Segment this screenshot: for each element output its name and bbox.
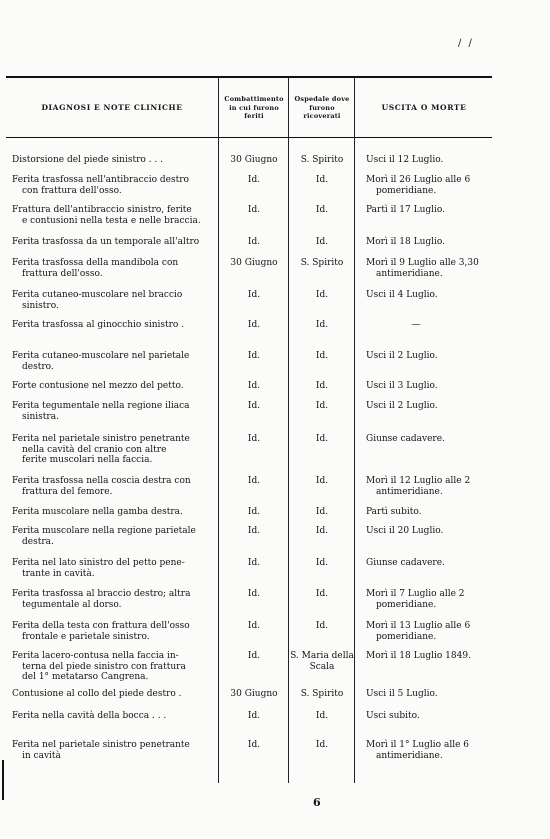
hospital-cell: Id. bbox=[315, 621, 329, 631]
outcome-line: antimeridiane. bbox=[376, 268, 443, 279]
battle-date-cell: 30 Giugno bbox=[230, 155, 278, 165]
battle-date-cell: Id. bbox=[247, 434, 261, 444]
outcome-line: Usci il 20 Luglio. bbox=[366, 526, 444, 536]
outcome-cell bbox=[366, 476, 494, 497]
battle-date-cell: Id. bbox=[247, 401, 261, 411]
diagnosis-line: ferite muscolari nella faccia. bbox=[22, 455, 153, 465]
diagnosis-line: Ferita trasfossa al ginocchio sinistro . bbox=[12, 320, 185, 330]
diagnosis-line: destro. bbox=[22, 361, 54, 372]
diagnosis-line: Ferita trasfossa da un temporale all'altro bbox=[12, 237, 200, 247]
diagnosis-cell bbox=[12, 434, 215, 466]
hospital-cell: Id. bbox=[315, 290, 329, 300]
margin-mark bbox=[2, 760, 10, 800]
outcome-cell bbox=[366, 558, 494, 569]
diagnosis-cell bbox=[12, 558, 215, 579]
diagnosis-line: destra. bbox=[22, 536, 54, 547]
header-diagnosis: DIAGNOSI E NOTE CLINICHE bbox=[41, 102, 183, 112]
outcome-cell bbox=[366, 351, 494, 362]
diagnosis-line: frattura del femore. bbox=[22, 486, 113, 497]
diagnosis-line: Ferita trasfossa nella coscia destra con bbox=[12, 476, 191, 486]
hospital-cell: S. Spirito bbox=[300, 155, 344, 165]
diagnosis-cell bbox=[12, 205, 215, 226]
column-divider bbox=[288, 78, 289, 783]
diagnosis-cell bbox=[12, 689, 215, 700]
outcome-line: Morì il 26 Luglio alle 6 bbox=[366, 175, 471, 185]
outcome-cell bbox=[366, 589, 494, 610]
diagnosis-line: Ferita trasfossa al braccio destro; altra bbox=[12, 589, 191, 599]
diagnosis-cell bbox=[12, 621, 215, 642]
diagnosis-line: Ferita muscolare nella gamba destra. bbox=[12, 507, 183, 517]
diagnosis-line: Forte contusione nel mezzo del petto. bbox=[12, 381, 184, 391]
outcome-line: Usci subito. bbox=[366, 711, 420, 721]
outcome-line: antimeridiane. bbox=[376, 750, 443, 761]
diagnosis-line: Distorsione del piede sinistro . . . bbox=[12, 155, 163, 165]
hospital-cell: Id. bbox=[315, 351, 329, 361]
hospital-cell: Id. bbox=[315, 381, 329, 391]
hospital-cell: Id. bbox=[315, 507, 329, 517]
diagnosis-line: Ferita nel lato sinistro del petto pene- bbox=[12, 558, 185, 568]
outcome-cell bbox=[366, 381, 494, 392]
outcome-cell bbox=[366, 205, 494, 216]
diagnosis-line: del 1° metatarso Cangrena. bbox=[22, 672, 149, 682]
diagnosis-cell bbox=[12, 651, 215, 683]
diagnosis-line: Ferita nel parietale sinistro penetrante bbox=[12, 434, 190, 444]
outcome-cell bbox=[366, 651, 494, 662]
header-hospital: Ospedale dove furono ricoverati bbox=[294, 95, 350, 121]
outcome-cell bbox=[366, 155, 494, 166]
diagnosis-line: Ferita nel parietale sinistro penetrante bbox=[12, 740, 190, 750]
outcome-line: Morì il 9 Luglio alle 3,30 bbox=[366, 258, 479, 268]
hospital-cell: S. Spirito bbox=[300, 258, 344, 268]
outcome-cell bbox=[366, 258, 494, 279]
diagnosis-line: Ferita lacero-contusa nella faccia in- bbox=[12, 651, 179, 661]
outcome-line: Morì il 12 Luglio alle 2 bbox=[366, 476, 471, 486]
battle-date-cell: Id. bbox=[247, 507, 261, 517]
outcome-line: Morì il 13 Luglio alle 6 bbox=[366, 621, 471, 631]
outcome-line: pomeridiane. bbox=[376, 631, 437, 642]
outcome-cell bbox=[366, 740, 494, 761]
diagnosis-line: terna del piede sinistro con frattura bbox=[22, 661, 186, 672]
diagnosis-line: Ferita cutaneo-muscolare nel parietale bbox=[12, 351, 190, 361]
outcome-cell bbox=[366, 526, 494, 537]
outcome-cell bbox=[366, 290, 494, 301]
diagnosis-line: Ferita trasfossa nell'antibraccio destro bbox=[12, 175, 189, 185]
battle-date-cell: Id. bbox=[247, 237, 261, 247]
diagnosis-line: in cavità bbox=[22, 750, 61, 761]
outcome-line: Partì subito. bbox=[366, 507, 422, 517]
hospital-cell: Id. bbox=[315, 740, 329, 750]
diagnosis-cell bbox=[12, 175, 215, 196]
outcome-line: Morì il 7 Luglio alle 2 bbox=[366, 589, 465, 599]
diagnosis-cell bbox=[12, 381, 215, 392]
hospital-cell: Id. bbox=[315, 401, 329, 411]
outcome-line: Usci il 2 Luglio. bbox=[366, 401, 438, 411]
outcome-line: Morì il 18 Luglio 1849. bbox=[366, 651, 471, 661]
column-divider bbox=[354, 78, 355, 783]
header-rule bbox=[6, 137, 492, 138]
outcome-cell bbox=[366, 401, 494, 412]
hospital-cell: Id. bbox=[315, 320, 329, 330]
outcome-cell bbox=[366, 507, 494, 518]
diagnosis-cell bbox=[12, 320, 215, 331]
diagnosis-line: Ferita nella cavità della bocca . . . bbox=[12, 711, 167, 721]
outcome-line: Morì il 1° Luglio alle 6 bbox=[366, 740, 469, 750]
hospital-cell: Id. bbox=[315, 558, 329, 568]
hospital-cell: S. Maria della Scala bbox=[290, 651, 354, 672]
battle-date-cell: Id. bbox=[247, 205, 261, 215]
hospital-cell: Id. bbox=[315, 526, 329, 536]
diagnosis-line: trante in cavità. bbox=[22, 568, 95, 579]
diagnosis-line: Frattura dell'antibraccio sinistro, ferite bbox=[12, 205, 192, 215]
battle-date-cell: Id. bbox=[247, 290, 261, 300]
battle-date-cell: Id. bbox=[247, 589, 261, 599]
outcome-line: Partì il 17 Luglio. bbox=[366, 205, 446, 215]
outcome-line: Giunse cadavere. bbox=[366, 434, 445, 444]
outcome-line: Usci il 3 Luglio. bbox=[366, 381, 438, 391]
diagnosis-line: Ferita della testa con frattura dell'osso bbox=[12, 621, 190, 631]
outcome-cell bbox=[366, 175, 494, 196]
diagnosis-cell bbox=[12, 476, 215, 497]
outcome-line: Usci il 2 Luglio. bbox=[366, 351, 438, 361]
diagnosis-cell bbox=[12, 526, 215, 547]
diagnosis-cell bbox=[12, 740, 215, 761]
battle-date-cell: Id. bbox=[247, 381, 261, 391]
outcome-cell bbox=[366, 434, 494, 445]
diagnosis-cell bbox=[12, 351, 215, 372]
diagnosis-cell bbox=[12, 290, 215, 311]
top-rule bbox=[6, 76, 492, 78]
diagnosis-line: Ferita tegumentale nella regione iliaca bbox=[12, 401, 190, 411]
outcome-line: antimeridiane. bbox=[376, 486, 443, 497]
diagnosis-line: nella cavità del cranio con altre bbox=[22, 444, 167, 455]
outcome-line: Giunse cadavere. bbox=[366, 558, 445, 568]
diagnosis-cell bbox=[12, 401, 215, 422]
diagnosis-cell bbox=[12, 507, 215, 518]
battle-date-cell: Id. bbox=[247, 476, 261, 486]
diagnosis-line: sinistro. bbox=[22, 300, 59, 311]
diagnosis-line: tegumentale al dorso. bbox=[22, 599, 122, 610]
battle-date-cell: Id. bbox=[247, 320, 261, 330]
column-divider bbox=[218, 78, 219, 783]
outcome-cell bbox=[366, 621, 494, 642]
diagnosis-cell bbox=[12, 155, 215, 166]
diagnosis-line: sinistra. bbox=[22, 411, 59, 422]
battle-date-cell: Id. bbox=[247, 526, 261, 536]
hospital-cell: Id. bbox=[315, 589, 329, 599]
diagnosis-line: con frattura dell'osso. bbox=[22, 185, 122, 196]
diagnosis-cell bbox=[12, 237, 215, 248]
battle-date-cell: Id. bbox=[247, 621, 261, 631]
diagnosis-line: Contusione al collo del piede destro . bbox=[12, 689, 182, 699]
hospital-cell: Id. bbox=[315, 711, 329, 721]
outcome-line: Usci il 12 Luglio. bbox=[366, 155, 444, 165]
outcome-cell bbox=[366, 237, 494, 248]
hospital-cell: Id. bbox=[315, 237, 329, 247]
diagnosis-cell bbox=[12, 258, 215, 279]
diagnosis-cell bbox=[12, 711, 215, 722]
bottom-mark: 6 bbox=[313, 796, 321, 809]
outcome-cell bbox=[366, 689, 494, 700]
battle-date-cell: Id. bbox=[247, 711, 261, 721]
outcome-line: Usci il 5 Luglio. bbox=[366, 689, 438, 699]
battle-date-cell: 30 Giugno bbox=[230, 689, 278, 699]
diagnosis-cell bbox=[12, 589, 215, 610]
battle-date-cell: 30 Giugno bbox=[230, 258, 278, 268]
hospital-cell: Id. bbox=[315, 476, 329, 486]
diagnosis-line: frontale e parietale sinistro. bbox=[22, 631, 150, 642]
battle-date-cell: Id. bbox=[247, 351, 261, 361]
header-outcome: USCITA O MORTE bbox=[381, 102, 467, 112]
header-battle: Combattimento in cui furono feriti bbox=[224, 95, 284, 121]
hospital-cell: S. Spirito bbox=[300, 689, 344, 699]
battle-date-cell: Id. bbox=[247, 558, 261, 568]
outcome-cell bbox=[366, 711, 494, 722]
outcome-line: pomeridiane. bbox=[376, 599, 437, 610]
diagnosis-line: e contusioni nella testa e nelle braccia. bbox=[22, 215, 201, 226]
outcome-line: — bbox=[411, 320, 421, 330]
battle-date-cell: Id. bbox=[247, 651, 261, 661]
diagnosis-line: Ferita cutaneo-muscolare nel braccio bbox=[12, 290, 183, 300]
page-mark: / / bbox=[458, 38, 474, 49]
battle-date-cell: Id. bbox=[247, 175, 261, 185]
hospital-cell: Id. bbox=[315, 205, 329, 215]
battle-date-cell: Id. bbox=[247, 740, 261, 750]
hospital-cell: Id. bbox=[315, 434, 329, 444]
diagnosis-line: Ferita trasfossa della mandibola con bbox=[12, 258, 179, 268]
outcome-line: Usci il 4 Luglio. bbox=[366, 290, 438, 300]
diagnosis-line: Ferita muscolare nella regione parietale bbox=[12, 526, 196, 536]
outcome-line: Morì il 18 Luglio. bbox=[366, 237, 446, 247]
outcome-line: pomeridiane. bbox=[376, 185, 437, 196]
diagnosis-line: frattura dell'osso. bbox=[22, 268, 103, 279]
table-header bbox=[6, 80, 492, 136]
outcome-cell bbox=[366, 320, 494, 331]
hospital-cell: Id. bbox=[315, 175, 329, 185]
